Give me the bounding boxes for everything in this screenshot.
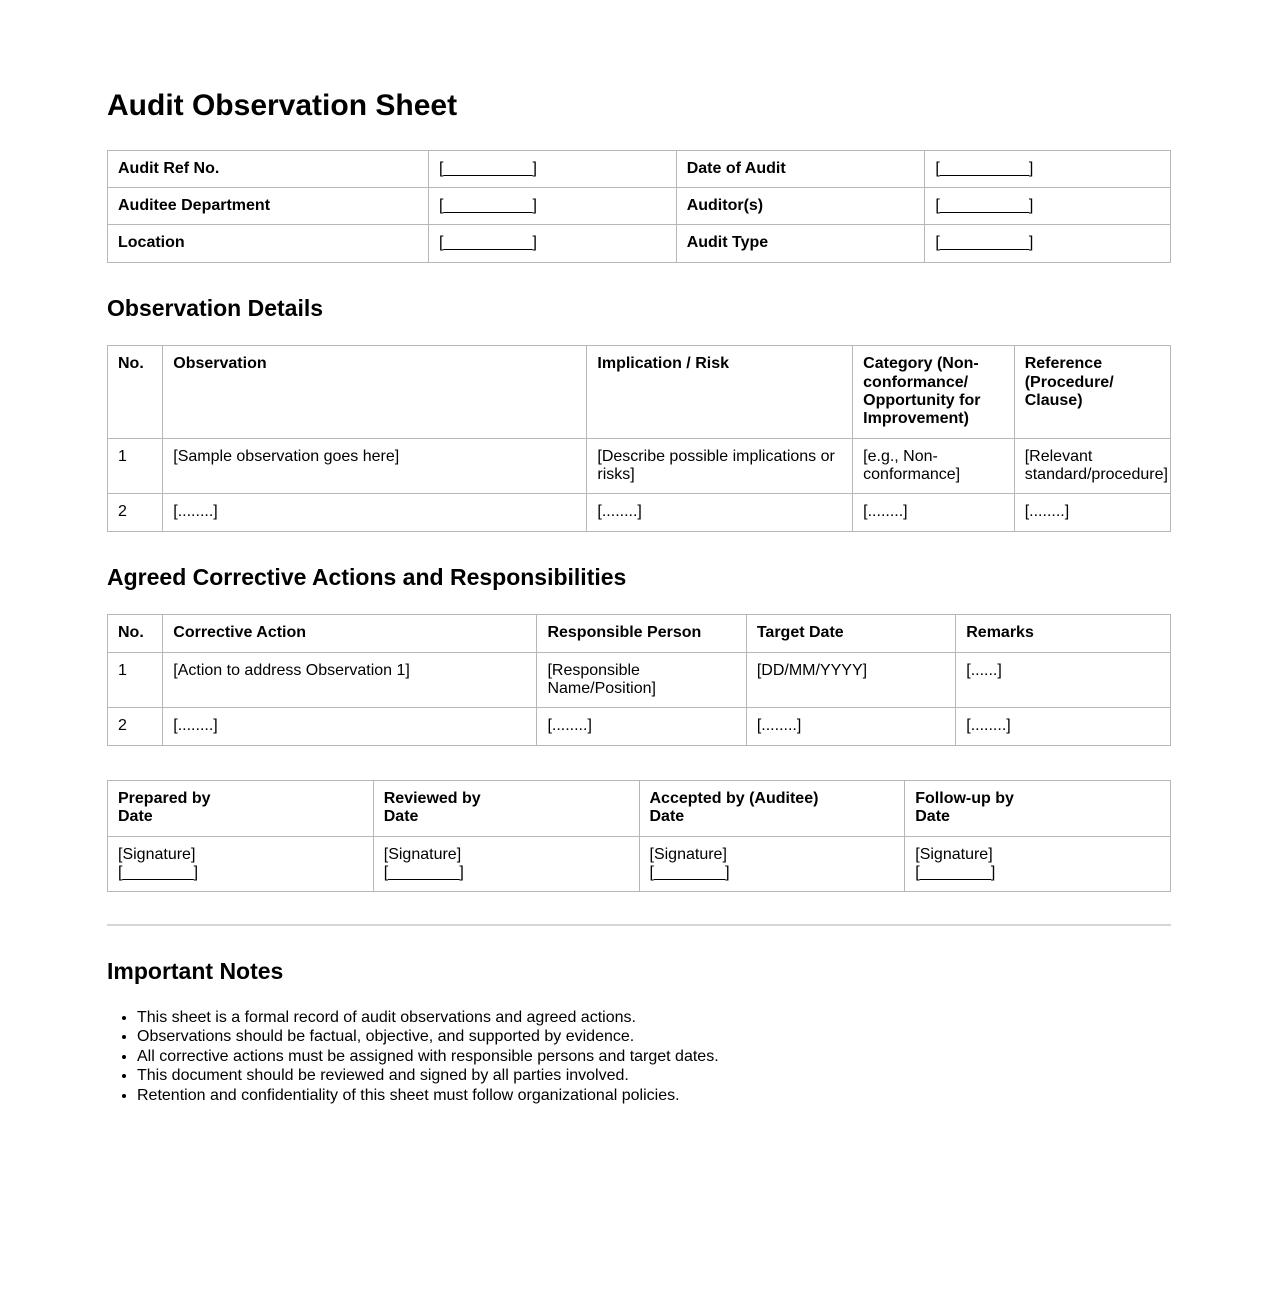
signoff-role-label: Reviewed by <box>383 789 481 807</box>
signature-line: [________] <box>915 864 996 882</box>
signoff-role-label: Accepted by (Auditee) <box>649 789 819 807</box>
signature-placeholder: [Signature] <box>915 845 993 863</box>
audit-observation-document <box>107 0 1171 1277</box>
observation-cell: [Sample observation goes here] <box>163 438 587 494</box>
signoff-role-label: Follow-up by <box>915 789 1014 807</box>
observation-cell: [........] <box>163 494 587 531</box>
signoff-role-label: Prepared by <box>118 789 211 807</box>
table-row <box>108 225 1171 262</box>
column-header-category: Category (Non-conformance/ Opportunity for Improvement) <box>853 346 1015 439</box>
responsible-person-cell: [........] <box>537 708 746 745</box>
column-header-no: No. <box>108 346 163 439</box>
prepared-by-signature-cell <box>108 836 374 892</box>
list-item: • This document should be reviewed and signed by all parties involved. <box>137 1067 1171 1086</box>
reference-cell: [........] <box>1014 494 1170 531</box>
accepted-by-header <box>639 780 905 836</box>
signoff-date-label: Date <box>118 808 153 826</box>
signoff-date-label: Date <box>915 808 950 826</box>
implication-cell: [Describe possible implications or risks] <box>587 438 853 494</box>
table-row <box>108 836 1171 892</box>
follow-up-by-signature-cell <box>905 836 1171 892</box>
signoff-date-label: Date <box>383 808 419 826</box>
column-header-no: No. <box>108 615 163 652</box>
table-header-row <box>108 615 1171 652</box>
reference-cell: [Relevant standard/procedure] <box>1014 438 1170 494</box>
list-item: • Retention and confidentiality of this sheet must follow organizational policies. <box>137 1087 1171 1106</box>
date-of-audit-label: Date of Audit <box>676 150 925 187</box>
reviewed-by-signature-cell <box>373 836 639 892</box>
follow-up-by-header <box>905 780 1171 836</box>
signature-line: [________] <box>649 864 730 882</box>
observation-details-heading: Observation Details <box>107 294 324 321</box>
accepted-by-signature-cell <box>639 836 905 892</box>
prepared-by-header <box>108 780 374 836</box>
notes-list <box>107 1009 1171 1106</box>
observation-row-number: 1 <box>108 438 163 494</box>
table-header-row <box>108 346 1171 439</box>
observation-row-number: 2 <box>108 494 163 531</box>
auditors-label: Auditor(s) <box>676 187 925 224</box>
column-header-implication: Implication / Risk <box>587 346 853 439</box>
audit-type-value: [__________] <box>925 225 1171 262</box>
date-of-audit-value: [__________] <box>925 150 1171 187</box>
table-row <box>108 652 1171 708</box>
corrective-action-cell: [Action to address Observation 1] <box>163 652 537 708</box>
signature-line: [________] <box>118 864 199 882</box>
remarks-cell: [........] <box>956 708 1171 745</box>
corrective-action-cell: [........] <box>163 708 537 745</box>
table-row <box>108 708 1171 745</box>
list-item: • Observations should be factual, objective, and supported by evidence. <box>137 1028 1171 1047</box>
list-item: • All corrective actions must be assigned with responsible persons and target dates. <box>137 1048 1171 1067</box>
table-row <box>108 187 1171 224</box>
column-header-reference: Reference (Procedure/ Clause) <box>1014 346 1170 439</box>
signature-placeholder: [Signature] <box>118 845 196 863</box>
signature-placeholder: [Signature] <box>649 845 727 863</box>
reviewed-by-header <box>373 780 639 836</box>
column-header-corrective-action: Corrective Action <box>163 615 537 652</box>
category-cell: [........] <box>853 494 1015 531</box>
auditee-department-value: [__________] <box>429 187 677 224</box>
important-notes-heading: Important Notes <box>107 958 284 985</box>
responsible-person-cell: [Responsible Name/Position] <box>537 652 746 708</box>
auditors-value: [__________] <box>925 187 1171 224</box>
column-header-remarks: Remarks <box>956 615 1171 652</box>
corrective-actions-heading: Agreed Corrective Actions and Responsibilities <box>107 563 627 590</box>
table-row <box>108 494 1171 531</box>
action-row-number: 2 <box>108 708 163 745</box>
corrective-actions-table <box>107 614 1171 746</box>
audit-ref-value: [__________] <box>429 150 677 187</box>
audit-type-label: Audit Type <box>676 225 925 262</box>
remarks-cell: [......] <box>956 652 1171 708</box>
table-header-row <box>108 780 1171 836</box>
location-value: [__________] <box>429 225 677 262</box>
list-item: • This sheet is a formal record of audit observations and agreed actions. <box>137 1009 1171 1028</box>
table-row <box>108 150 1171 187</box>
action-row-number: 1 <box>108 652 163 708</box>
target-date-cell: [........] <box>746 708 955 745</box>
audit-ref-label: Audit Ref No. <box>108 150 429 187</box>
page-title: Audit Observation Sheet <box>107 89 458 122</box>
section-divider <box>107 924 1171 926</box>
audit-info-table <box>107 150 1171 263</box>
signature-line: [________] <box>383 864 464 882</box>
auditee-department-label: Auditee Department <box>108 187 429 224</box>
column-header-observation: Observation <box>163 346 587 439</box>
signoff-table <box>107 780 1171 893</box>
column-header-target-date: Target Date <box>746 615 955 652</box>
signature-placeholder: [Signature] <box>383 845 462 863</box>
column-header-responsible-person: Responsible Person <box>537 615 746 652</box>
implication-cell: [........] <box>587 494 853 531</box>
observation-details-table <box>107 345 1171 532</box>
table-row <box>108 438 1171 494</box>
location-label: Location <box>108 225 429 262</box>
target-date-cell: [DD/MM/YYYY] <box>746 652 955 708</box>
category-cell: [e.g., Non-conformance] <box>853 438 1015 494</box>
signoff-date-label: Date <box>649 808 685 826</box>
